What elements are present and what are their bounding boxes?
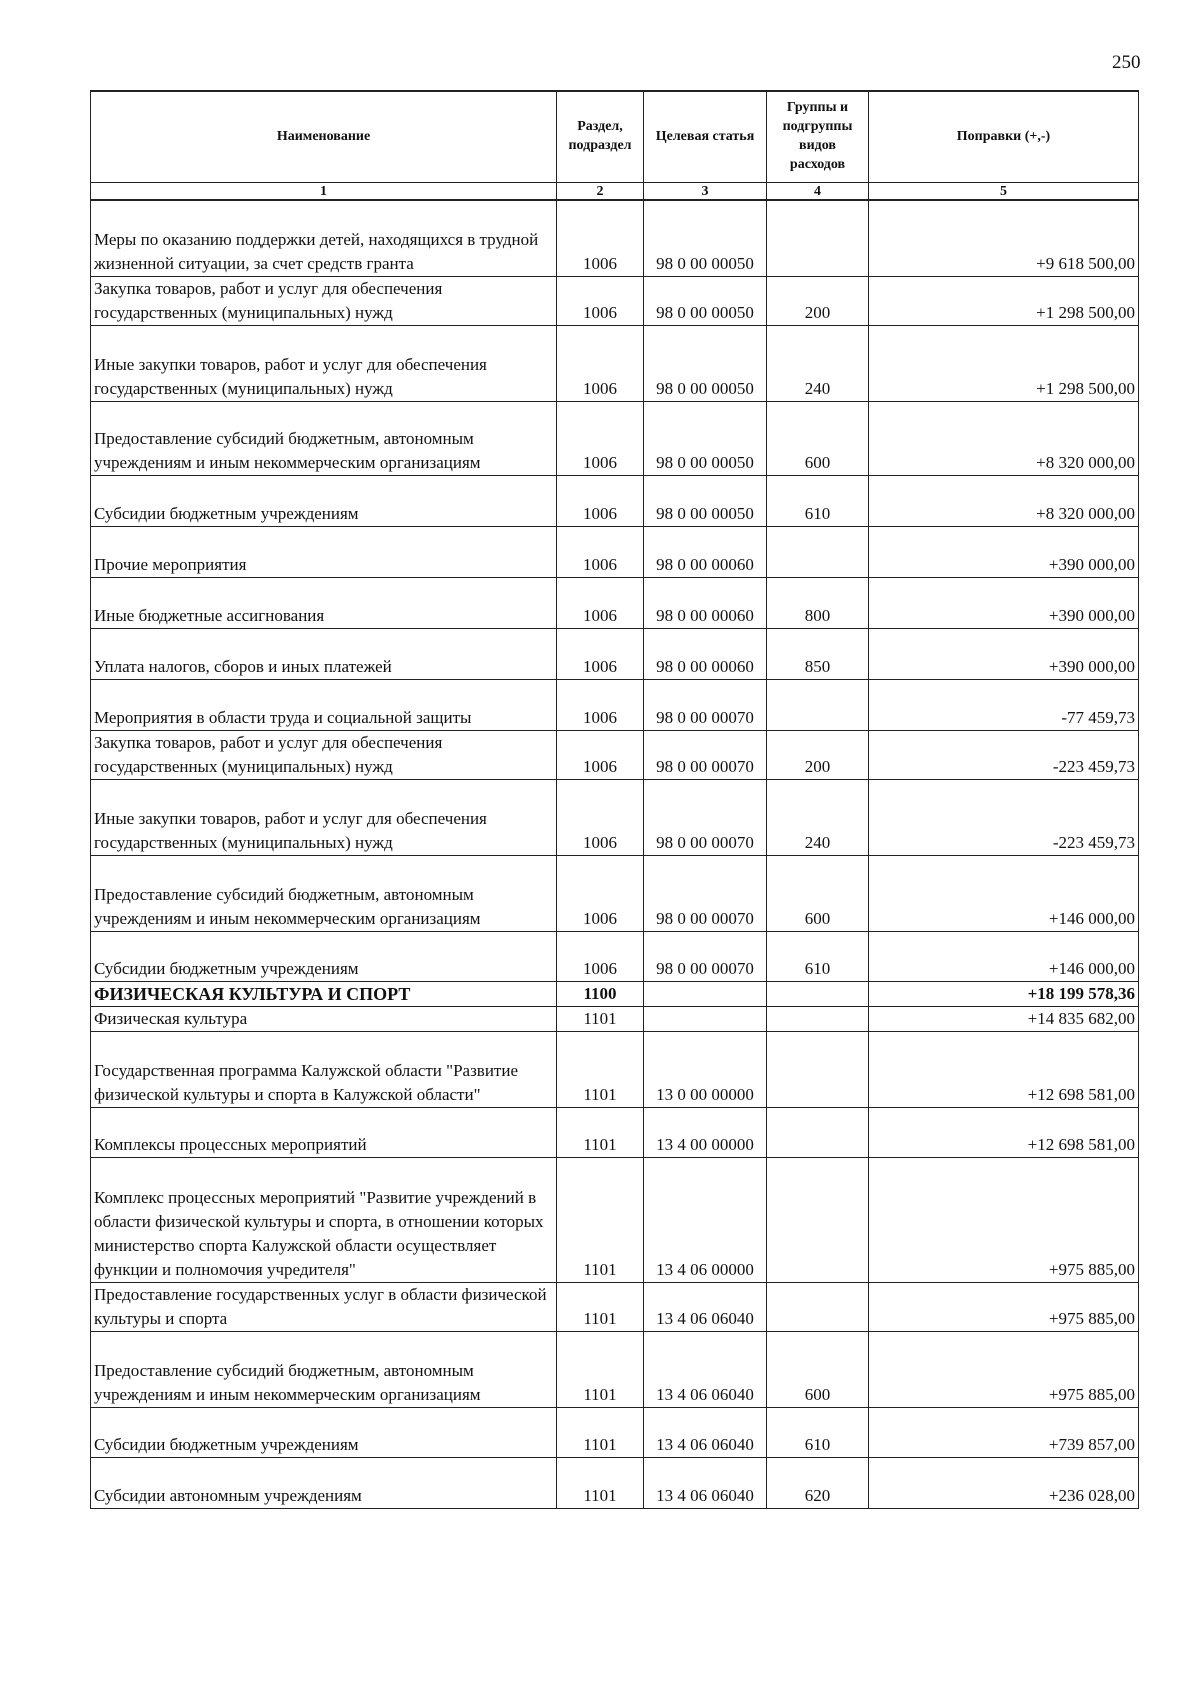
- row-name: Прочие мероприятия: [91, 526, 557, 577]
- page-number: 250: [1112, 52, 1141, 73]
- table-row: [91, 679, 1139, 730]
- row-name: Иные закупки товаров, работ и услуг для обеспечения государственных (муниципальных) нужд: [91, 325, 557, 401]
- row-name: Закупка товаров, работ и услуг для обеспечения государственных (муниципальных) нужд: [91, 276, 557, 325]
- budget-table: [90, 90, 1139, 1509]
- row-section: 1101: [557, 1331, 644, 1407]
- row-name: Иные закупки товаров, работ и услуг для обеспечения государственных (муниципальных) нужд: [91, 779, 557, 855]
- row-amount: +1 298 500,00: [869, 276, 1139, 325]
- row-amount: +975 885,00: [869, 1331, 1139, 1407]
- row-group: 600: [767, 855, 869, 931]
- table-row: [91, 475, 1139, 526]
- column-number: 4: [767, 183, 869, 201]
- row-group: 240: [767, 325, 869, 401]
- table-row: [91, 1331, 1139, 1407]
- header-row: [91, 91, 1139, 183]
- row-name: Предоставление субсидий бюджетным, автономным учреждениям и иным некоммерческим организациям: [91, 855, 557, 931]
- row-target: 98 0 00 00060: [644, 628, 767, 679]
- row-name: Мероприятия в области труда и социальной защиты: [91, 679, 557, 730]
- row-section: 1006: [557, 730, 644, 779]
- row-group: 600: [767, 401, 869, 475]
- row-amount: -223 459,73: [869, 730, 1139, 779]
- row-target: 98 0 00 00070: [644, 730, 767, 779]
- row-section: 1101: [557, 1031, 644, 1107]
- table-row: [91, 1282, 1139, 1331]
- row-target: 98 0 00 00050: [644, 475, 767, 526]
- row-amount: +14 835 682,00: [869, 1006, 1139, 1031]
- row-section: 1006: [557, 779, 644, 855]
- table-row: [91, 1006, 1139, 1031]
- row-amount: +975 885,00: [869, 1282, 1139, 1331]
- table-row: [91, 1407, 1139, 1457]
- table-row: [91, 1031, 1139, 1107]
- row-section: 1101: [557, 1282, 644, 1331]
- row-section: 1006: [557, 931, 644, 981]
- row-group: [767, 1157, 869, 1282]
- row-amount: +18 199 578,36: [869, 981, 1139, 1006]
- row-amount: +739 857,00: [869, 1407, 1139, 1457]
- row-group: 600: [767, 1331, 869, 1407]
- column-number: 1: [91, 183, 557, 201]
- row-amount: +8 320 000,00: [869, 401, 1139, 475]
- row-target: 98 0 00 00070: [644, 779, 767, 855]
- table-row: [91, 931, 1139, 981]
- table-row-section-title: [91, 981, 1139, 1006]
- row-group: 610: [767, 1407, 869, 1457]
- row-target: 13 4 06 06040: [644, 1282, 767, 1331]
- column-number: 5: [869, 183, 1139, 201]
- row-name: Меры по оказанию поддержки детей, находящихся в трудной жизненной ситуации, за счет средств гранта: [91, 200, 557, 276]
- table-row: [91, 526, 1139, 577]
- row-target: [644, 1006, 767, 1031]
- row-target: 13 4 00 00000: [644, 1107, 767, 1157]
- row-target: 13 4 06 06040: [644, 1331, 767, 1407]
- row-group: 200: [767, 276, 869, 325]
- row-target: 98 0 00 00050: [644, 325, 767, 401]
- row-target: 98 0 00 00060: [644, 577, 767, 628]
- row-amount: +12 698 581,00: [869, 1031, 1139, 1107]
- row-section: 1006: [557, 401, 644, 475]
- row-name: Уплата налогов, сборов и иных платежей: [91, 628, 557, 679]
- row-section: 1006: [557, 325, 644, 401]
- row-name: Закупка товаров, работ и услуг для обеспечения государственных (муниципальных) нужд: [91, 730, 557, 779]
- row-section: 1006: [557, 628, 644, 679]
- header-section: Раздел, подраздел: [557, 91, 644, 183]
- row-group: [767, 1107, 869, 1157]
- row-name: Предоставление государственных услуг в области физической культуры и спорта: [91, 1282, 557, 1331]
- row-target: 98 0 00 00060: [644, 526, 767, 577]
- row-name: Комплекс процессных мероприятий "Развитие учреждений в области физической культуры и спорта, в отношении которых министерство спорта Калужской области осуществляет функции и полномочия учредителя": [91, 1157, 557, 1282]
- table-row: [91, 730, 1139, 779]
- row-group: 850: [767, 628, 869, 679]
- row-amount: +975 885,00: [869, 1157, 1139, 1282]
- row-target: 98 0 00 00050: [644, 200, 767, 276]
- row-section: 1100: [557, 981, 644, 1006]
- column-number-row: [91, 183, 1139, 201]
- row-group: [767, 1006, 869, 1031]
- row-name: Физическая культура: [91, 1006, 557, 1031]
- row-name: Иные бюджетные ассигнования: [91, 577, 557, 628]
- header-target: Целевая статья: [644, 91, 767, 183]
- row-section: 1006: [557, 475, 644, 526]
- column-number: 3: [644, 183, 767, 201]
- row-amount: +390 000,00: [869, 526, 1139, 577]
- row-group: [767, 1282, 869, 1331]
- row-group: 240: [767, 779, 869, 855]
- row-group: 610: [767, 475, 869, 526]
- row-section: 1006: [557, 679, 644, 730]
- table-row: [91, 1107, 1139, 1157]
- table-row: [91, 779, 1139, 855]
- row-section: 1006: [557, 577, 644, 628]
- row-section: 1006: [557, 526, 644, 577]
- row-target: 13 4 06 00000: [644, 1157, 767, 1282]
- row-target: 98 0 00 00070: [644, 855, 767, 931]
- row-target: 13 4 06 06040: [644, 1407, 767, 1457]
- row-amount: +236 028,00: [869, 1457, 1139, 1508]
- row-group: 610: [767, 931, 869, 981]
- table-row: [91, 276, 1139, 325]
- row-name: Предоставление субсидий бюджетным, автономным учреждениям и иным некоммерческим организациям: [91, 1331, 557, 1407]
- row-group: [767, 526, 869, 577]
- row-amount: +1 298 500,00: [869, 325, 1139, 401]
- row-amount: +146 000,00: [869, 931, 1139, 981]
- row-group: [767, 981, 869, 1006]
- table-row: [91, 200, 1139, 276]
- header-name: Наименование: [91, 91, 557, 183]
- row-section: 1006: [557, 276, 644, 325]
- row-amount: +9 618 500,00: [869, 200, 1139, 276]
- row-target: [644, 981, 767, 1006]
- row-amount: +146 000,00: [869, 855, 1139, 931]
- table-row: [91, 577, 1139, 628]
- row-target: 98 0 00 00050: [644, 276, 767, 325]
- row-section: 1006: [557, 855, 644, 931]
- row-group: [767, 679, 869, 730]
- row-target: 98 0 00 00050: [644, 401, 767, 475]
- row-section: 1101: [557, 1006, 644, 1031]
- row-name: Субсидии бюджетным учреждениям: [91, 475, 557, 526]
- row-target: 13 0 00 00000: [644, 1031, 767, 1107]
- row-group: [767, 200, 869, 276]
- row-amount: -223 459,73: [869, 779, 1139, 855]
- row-name: Предоставление субсидий бюджетным, автономным учреждениям и иным некоммерческим организациям: [91, 401, 557, 475]
- table-row: [91, 855, 1139, 931]
- row-section: 1101: [557, 1157, 644, 1282]
- row-name: Субсидии бюджетным учреждениям: [91, 1407, 557, 1457]
- row-target: 98 0 00 00070: [644, 931, 767, 981]
- row-group: 800: [767, 577, 869, 628]
- row-group: [767, 1031, 869, 1107]
- header-amendments: Поправки (+,-): [869, 91, 1139, 183]
- row-amount: +390 000,00: [869, 577, 1139, 628]
- row-target: 13 4 06 06040: [644, 1457, 767, 1508]
- row-amount: -77 459,73: [869, 679, 1139, 730]
- table-row: [91, 1157, 1139, 1282]
- row-name: Субсидии бюджетным учреждениям: [91, 931, 557, 981]
- table-row: [91, 628, 1139, 679]
- table-row: [91, 325, 1139, 401]
- table-row: [91, 1457, 1139, 1508]
- row-amount: +390 000,00: [869, 628, 1139, 679]
- row-name: Государственная программа Калужской области "Развитие физической культуры и спорта в Калужской области": [91, 1031, 557, 1107]
- row-name: ФИЗИЧЕСКАЯ КУЛЬТУРА И СПОРТ: [91, 981, 557, 1006]
- row-section: 1101: [557, 1107, 644, 1157]
- row-group: 620: [767, 1457, 869, 1508]
- row-section: 1101: [557, 1457, 644, 1508]
- column-number: 2: [557, 183, 644, 201]
- row-target: 98 0 00 00070: [644, 679, 767, 730]
- table-row: [91, 401, 1139, 475]
- row-name: Субсидии автономным учреждениям: [91, 1457, 557, 1508]
- header-groups: Группы и подгруппы видов расходов: [767, 91, 869, 183]
- row-section: 1006: [557, 200, 644, 276]
- row-group: 200: [767, 730, 869, 779]
- row-amount: +12 698 581,00: [869, 1107, 1139, 1157]
- row-name: Комплексы процессных мероприятий: [91, 1107, 557, 1157]
- row-section: 1101: [557, 1407, 644, 1457]
- row-amount: +8 320 000,00: [869, 475, 1139, 526]
